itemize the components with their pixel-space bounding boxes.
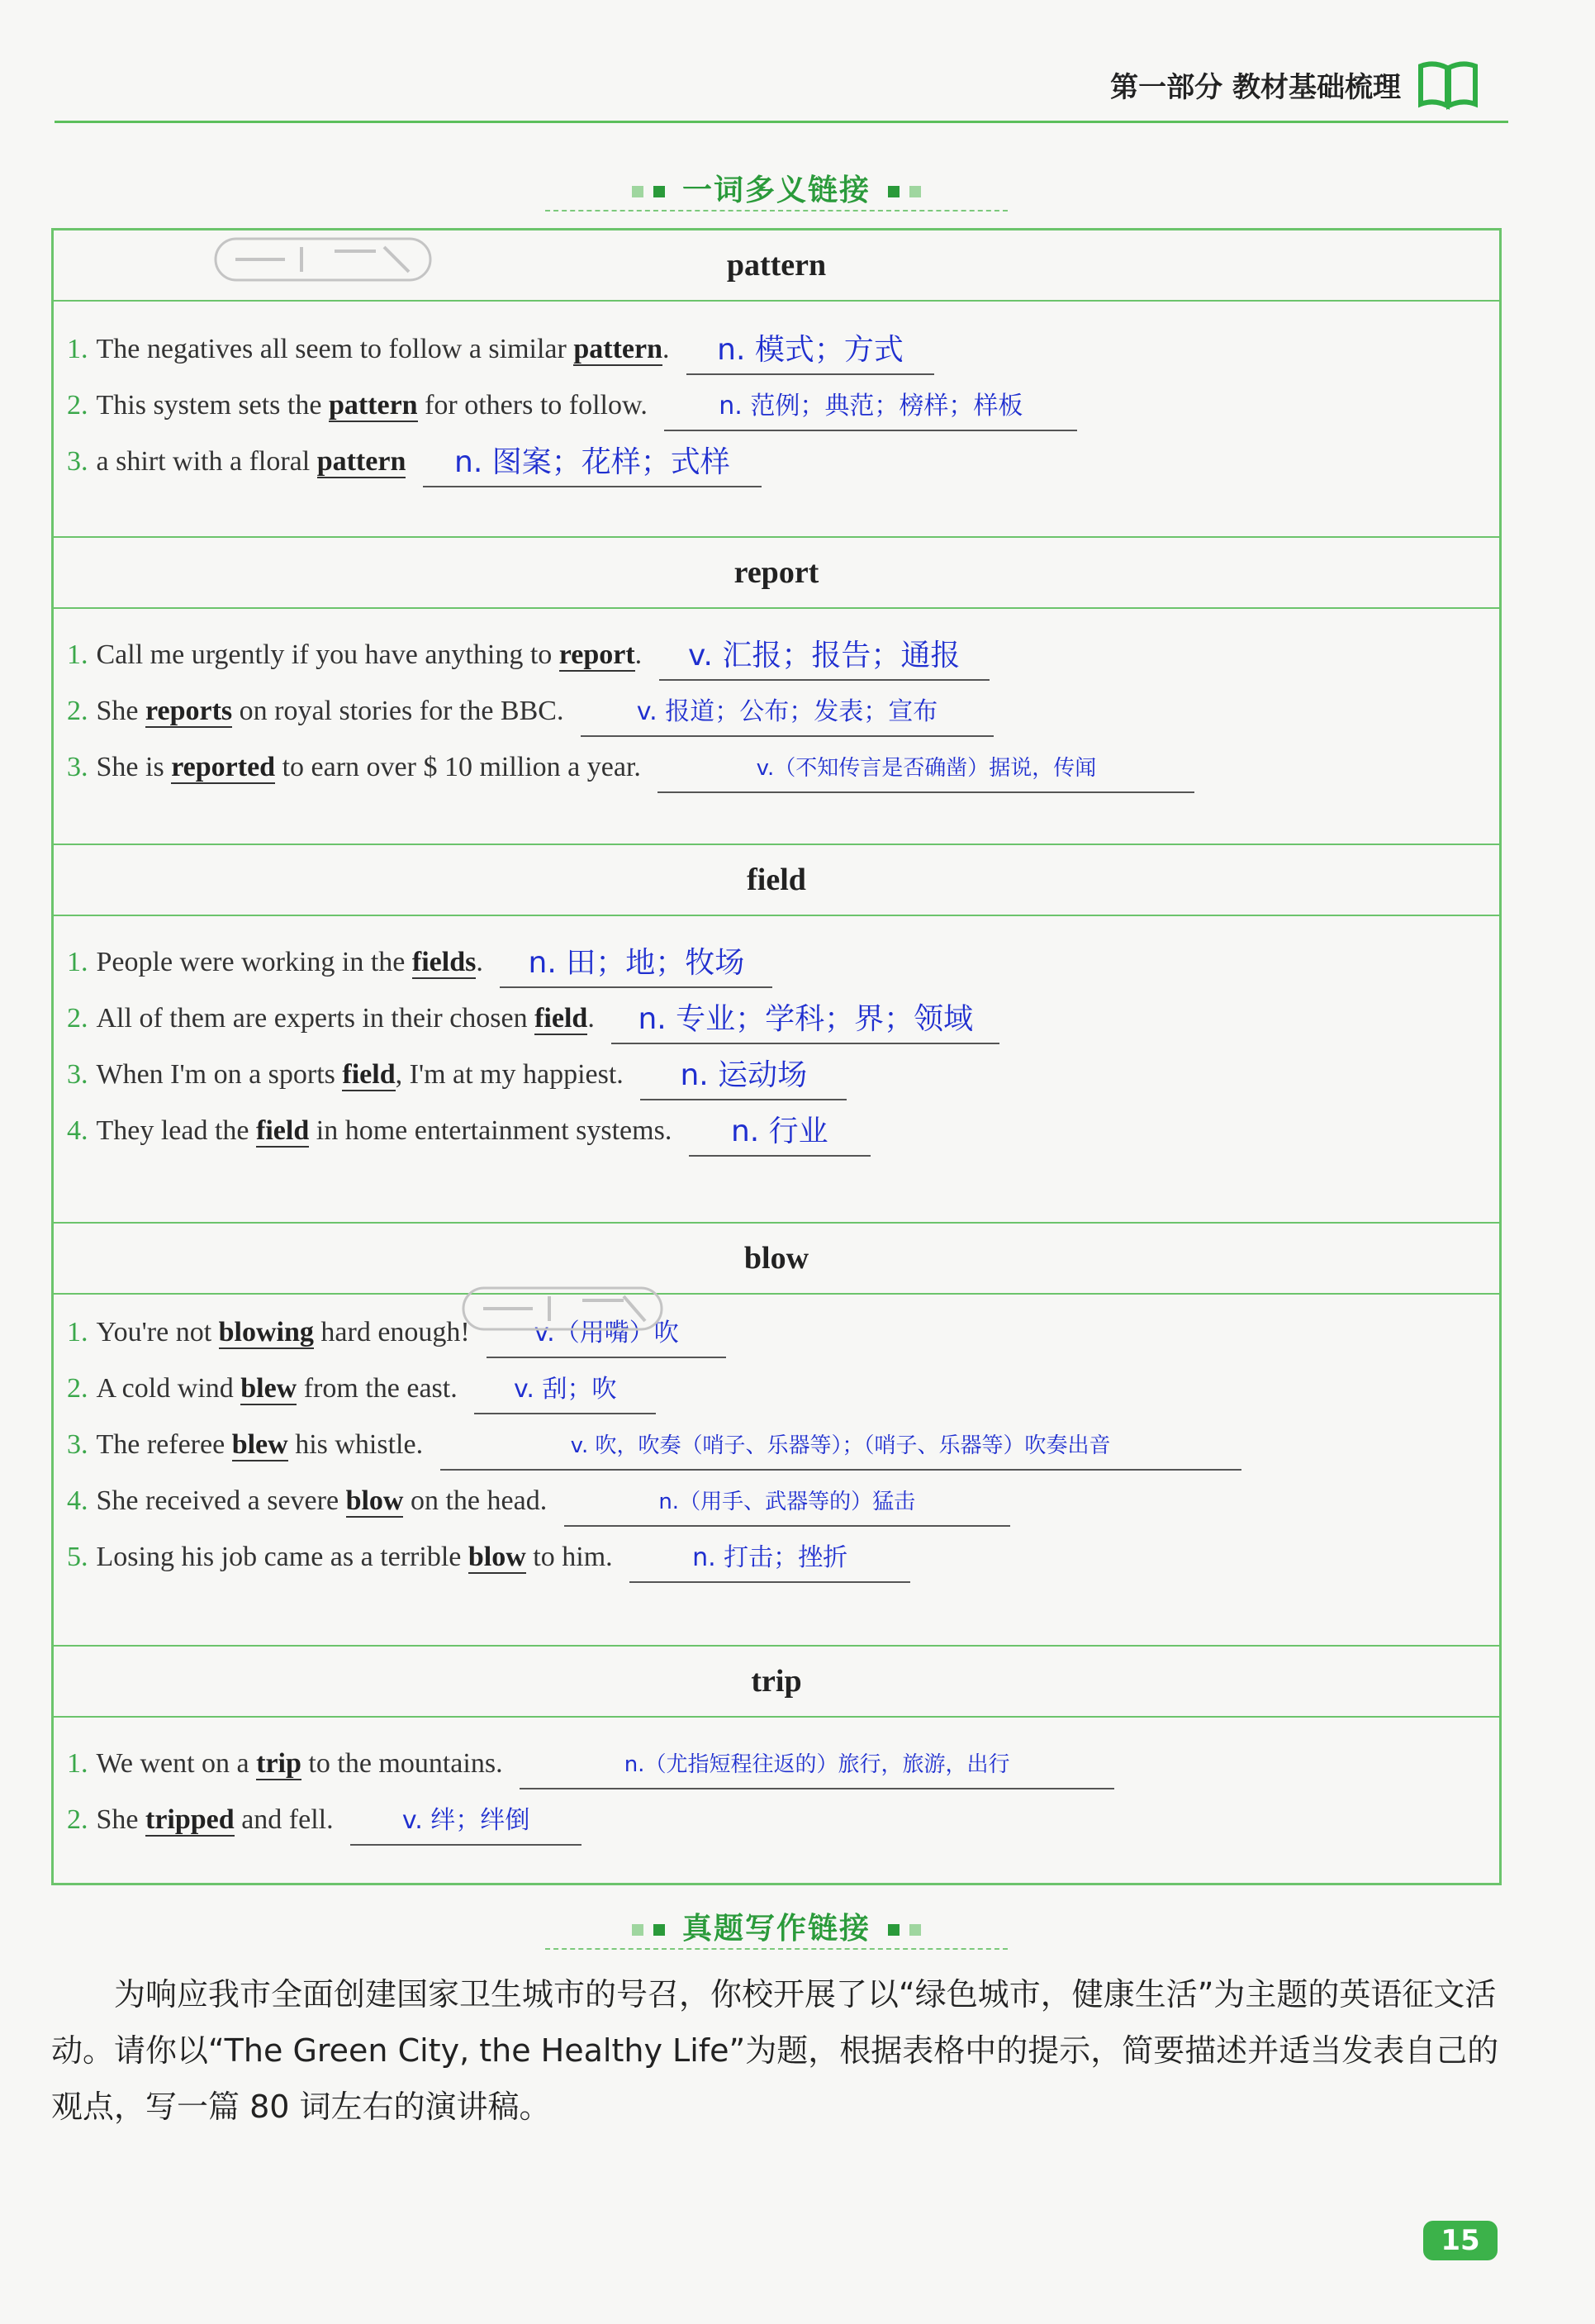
answer-blank: v. 吹，吹奏（哨子、乐器等）；（哨子、乐器等）吹奏出音: [440, 1423, 1241, 1471]
example-row: 2. A cold wind blew from the east. v. 刮；吹: [67, 1364, 656, 1414]
answer-blank: v.（用嘴）吹: [487, 1310, 726, 1358]
word-heading: pattern: [54, 230, 1499, 302]
example-row: 1. People were working in the fields. n. 田；地；牧场: [67, 938, 772, 987]
watermark-logo-mark: [211, 230, 442, 288]
answer-blank: v. 刮；吹: [474, 1366, 656, 1414]
header-rule: [55, 121, 1508, 123]
example-row: 3. The referee blew his whistle. v. 吹，吹奏（哨子、乐器等）；（哨子、乐器等）吹奏出音: [67, 1420, 1241, 1470]
answer-blank: n. 行业: [689, 1109, 871, 1157]
answer-blank: v.（不知传言是否确凿）据说，传闻: [657, 745, 1194, 793]
section-title-text: 真题写作链接: [681, 1912, 871, 1946]
answer-blank: v. 报道；公布；发表；宣布: [581, 689, 994, 737]
answer-blank: n.（尤指短程往返的）旅行，旅游，出行: [520, 1742, 1114, 1789]
example-row: 3. a shirt with a floral pattern n. 图案；花样；式样: [67, 437, 762, 487]
watermark-logo: [211, 230, 442, 299]
example-row: 2. She tripped and fell. v. 绊；绊倒: [67, 1795, 582, 1845]
example-row: 2. She reports on royal stories for the BBC. v. 报道；公布；发表；宣布: [67, 687, 994, 736]
word-heading: blow: [54, 1224, 1499, 1295]
example-row: 5. Losing his job came as a terrible blow to him. n. 打击；挫折: [67, 1533, 910, 1582]
header-title: 第一部分 教材基础梳理: [1110, 71, 1401, 104]
answer-blank: n.（用手、武器等的）猛击: [564, 1479, 1010, 1527]
example-row: 1. We went on a trip to the mountains. n.（尤指短程往返的）旅行，旅游，出行: [67, 1739, 1114, 1789]
page-number: 15: [1423, 2221, 1498, 2260]
section-title-text: 一词多义链接: [681, 173, 871, 207]
example-row: 4. They lead the field in home entertainment systems. n. 行业: [67, 1106, 871, 1156]
polysemy-table: [51, 228, 1502, 1885]
example-row: 3. When I'm on a sports field, I'm at my happiest. n. 运动场: [67, 1050, 847, 1100]
page-header: [55, 58, 1508, 124]
watermark-logo-mark: [458, 1280, 673, 1338]
book-icon: [1417, 58, 1479, 111]
answer-blank: n. 专业；学科；界；领域: [611, 996, 999, 1044]
answer-blank: n. 田；地；牧场: [500, 940, 772, 988]
answer-blank: v. 汇报；报告；通报: [659, 633, 990, 681]
word-heading: trip: [54, 1647, 1499, 1718]
example-row: 2. This system sets the pattern for others to follow. n. 范例；典范；榜样；样板: [67, 381, 1077, 430]
watermark-logo-2: [458, 1280, 673, 1348]
answer-blank: v. 绊；绊倒: [350, 1798, 582, 1846]
example-row: 1. You're not blowing hard enough! v.（用嘴）吹: [67, 1308, 726, 1357]
word-heading: field: [54, 845, 1499, 916]
word-heading: report: [54, 538, 1499, 609]
example-row: 3. She is reported to earn over $ 10 million a year. v.（不知传言是否确凿）据说，传闻: [67, 743, 1194, 792]
example-row: 2. All of them are experts in their chosen field. n. 专业；学科；界；领域: [67, 994, 999, 1043]
section-title-polysemy: [545, 162, 1008, 211]
answer-blank: n. 范例；典范；榜样；样板: [664, 383, 1077, 431]
answer-blank: n. 打击；挫折: [629, 1535, 910, 1583]
example-row: 1. Call me urgently if you have anything to report. v. 汇报；报告；通报: [67, 630, 990, 680]
writing-prompt: [51, 1966, 1505, 2135]
answer-blank: n. 模式；方式: [686, 327, 934, 375]
answer-blank: n. 运动场: [640, 1053, 847, 1100]
answer-blank: n. 图案；花样；式样: [423, 440, 762, 487]
section-title-writing: [545, 1900, 1008, 1950]
writing-prompt-text: 为响应我市全面创建国家卫生城市的号召，你校开展了以“绿色城市，健康生活”为主题的英语征文活动。请你以“The Green City, the Healthy Life”为题，根据表格中的提示，简要描述并适当发表自己的观点，写一篇 80 词左右的演讲稿。: [51, 1976, 1499, 2125]
example-row: 1. The negatives all seem to follow a similar pattern. n. 模式；方式: [67, 325, 934, 374]
example-row: 4. She received a severe blow on the head. n.（用手、武器等的）猛击: [67, 1476, 1010, 1526]
